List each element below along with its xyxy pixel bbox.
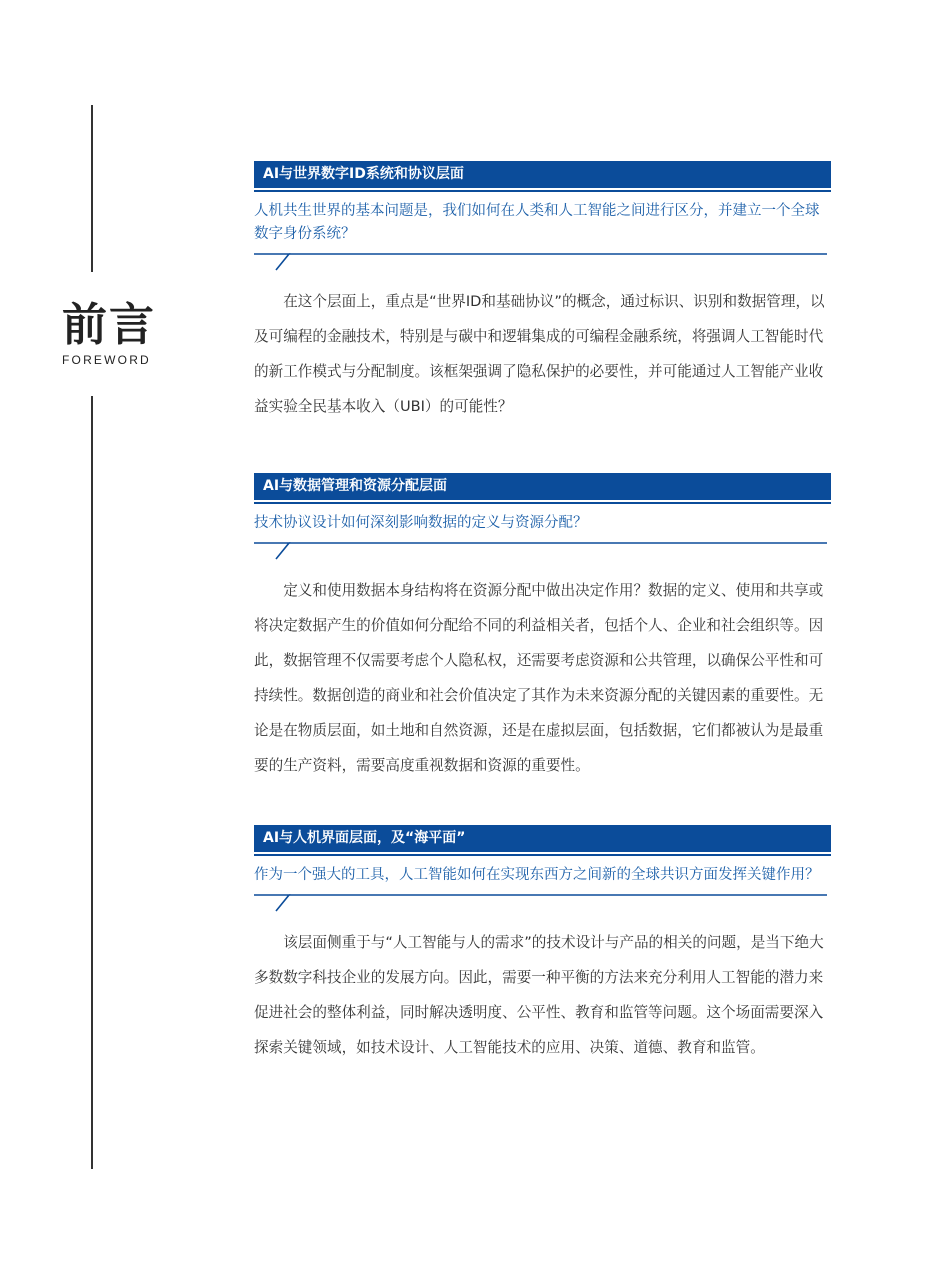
side-rule-bottom [91,396,93,1169]
section-divider [254,891,831,913]
page-subtitle: FOREWORD [62,353,151,367]
section-question: 技术协议设计如何深刻影响数据的定义与资源分配？ [254,515,588,531]
section-body: 在这个层面上，重点是“世界ID和基础协议”的概念，通过标识、识别和数据管理，以及可编程的金融技术，特别是与碳中和逻辑集成的可编程金融系统，将强调人工智能时代的新工作模式与分配制度。该框架强调了隐私保护的必要性，并可能通过人工智能产业收益实验全民基本收入（UBI）的可能性？ [254,293,825,415]
section-heading: AI与人机界面层面，及“海平面” [254,825,831,852]
section-question: 作为一个强大的工具，人工智能如何在实现东西方之间新的全球共识方面发挥关键作用？ [254,867,820,883]
section-data-management [254,473,831,783]
section-world-id [254,161,831,424]
section-body: 该层面侧重于与“人工智能与人的需求”的技术设计与产品的相关的问题，是当下绝大多数数字科技企业的发展方向。因此，需要一种平衡的方法来充分利用人工智能的潜力来促进社会的整体利益，同时解决透明度、公平性、教育和监管等问题。这个场面需要深入探索关键领域，如技术设计、人工智能技术的应用、决策、道德、教育和监管。 [254,934,824,1056]
side-rule-top [91,105,93,272]
section-heading: AI与数据管理和资源分配层面 [254,473,831,500]
page-title: 前言 [62,298,157,351]
section-body: 定义和使用数据本身结构将在资源分配中做出决定作用？数据的定义、使用和共享或将决定数据产生的价值如何分配给不同的利益相关者，包括个人、企业和社会组织等。因此，数据管理不仅需要考虑个人隐私权，还需要考虑资源和公共管理，以确保公平性和可持续性。数据创造的商业和社会价值决定了其作为未来资源分配的关键因素的重要性。无论是在物质层面，如土地和自然资源，还是在虚拟层面，包括数据，它们都被认为是最重要的生产资料，需要高度重视数据和资源的重要性。 [254,582,824,774]
section-heading: AI与世界数字ID系统和协议层面 [254,161,831,188]
section-divider [254,250,831,272]
section-divider [254,539,831,561]
section-question: 人机共生世界的基本问题是，我们如何在人类和人工智能之间进行区分，并建立一个全球数字身份系统？ [254,203,820,242]
section-hci [254,825,831,1065]
